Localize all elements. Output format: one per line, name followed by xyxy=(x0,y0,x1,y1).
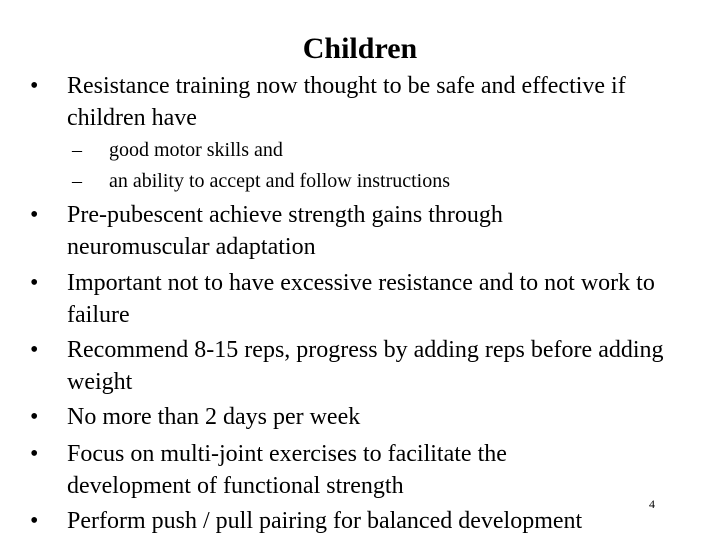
bullet-item xyxy=(30,199,710,263)
bullet-text: Recommend 8-15 reps, progress by adding reps before adding weight xyxy=(67,337,664,395)
sub-bullet-text: an ability to accept and follow instructions xyxy=(109,170,451,192)
bullet-marker: • xyxy=(30,404,39,430)
page-number: 4 xyxy=(649,497,655,511)
slide-title: Children xyxy=(302,32,418,65)
bullet-text: Pre-pubescent achieve strength gains through neuromuscular adaptation xyxy=(67,202,503,260)
sub-bullet-text: good motor skills and xyxy=(109,139,283,161)
bullet-text: Focus on multi-joint exercises to facilitate the development of functional strength xyxy=(67,441,507,499)
sub-bullet-item xyxy=(72,135,712,165)
bullet-text: Perform push / pull pairing for balanced development xyxy=(67,508,583,534)
bullet-item xyxy=(30,438,710,502)
bullet-item xyxy=(30,401,710,433)
bullet-text: Important not to have excessive resistance and to not work to failure xyxy=(67,270,655,328)
bullet-marker: • xyxy=(30,202,39,228)
bullet-marker: • xyxy=(30,337,39,363)
bullet-marker: • xyxy=(30,270,39,296)
bullet-text: No more than 2 days per week xyxy=(67,404,361,430)
bullet-item xyxy=(30,505,710,537)
bullet-marker: • xyxy=(30,508,39,534)
bullet-marker: • xyxy=(30,441,39,467)
sub-bullet-marker: – xyxy=(72,139,82,161)
bullet-item xyxy=(30,70,710,134)
bullet-marker: • xyxy=(30,73,39,99)
bullet-item xyxy=(30,334,710,398)
sub-bullet-item xyxy=(72,166,712,196)
bullet-text: Resistance training now thought to be safe and effective if children have xyxy=(67,73,626,131)
bullet-item xyxy=(30,267,710,331)
sub-bullet-marker: – xyxy=(72,170,82,192)
